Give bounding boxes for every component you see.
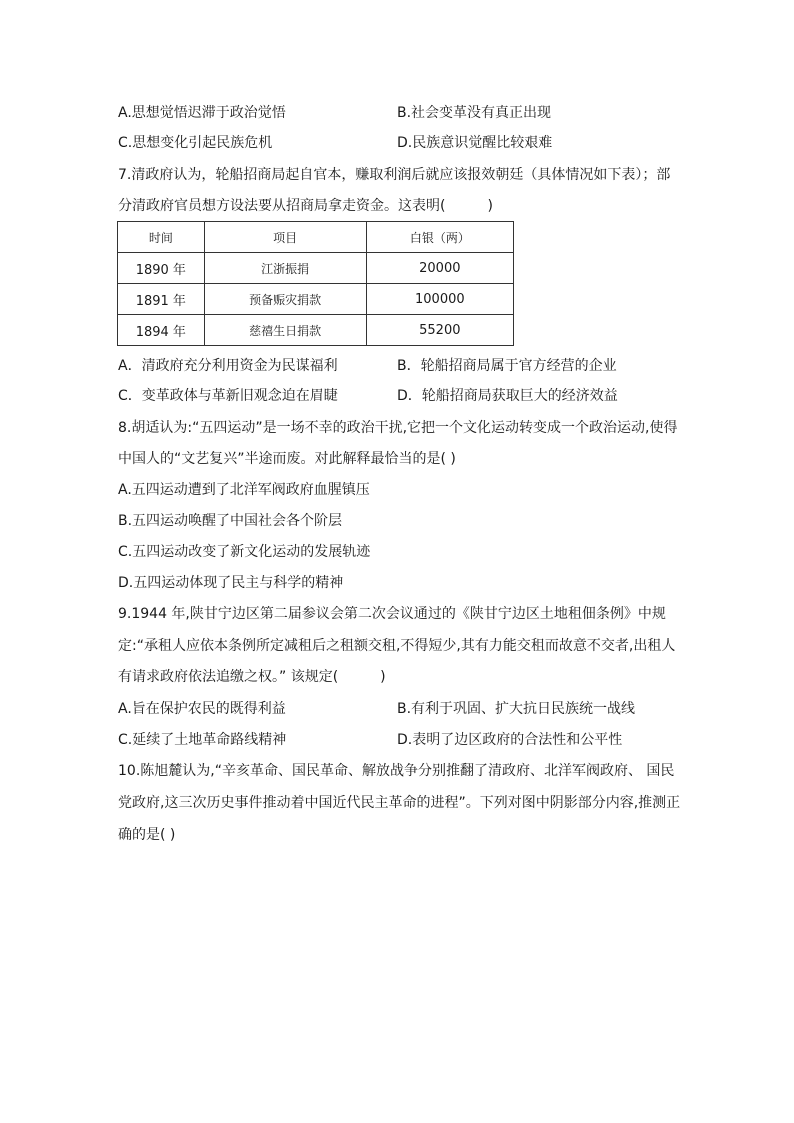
- q8-stem-line-1: 8.胡适认为:“五四运动”是一场不幸的政治干扰,它把一个文化运动转变成一个政治运动,使得: [118, 420, 678, 436]
- q7-stem-line-2: 分清政府官员想方设法要从招商局拿走资金。这表明( ): [118, 198, 493, 214]
- q7-cell-amount: 100000: [366, 284, 513, 315]
- q7-cell-amount: 20000: [366, 253, 513, 284]
- q8-option-a: A.五四运动遭到了北洋军阀政府血腥镇压: [118, 482, 370, 498]
- q6-option-b: B.社会变革没有真正出现: [397, 105, 552, 121]
- q6-option-d: D.民族意识觉醒比较艰难: [397, 135, 553, 151]
- q7-table-header-row: [118, 222, 514, 253]
- q8-option-c: C.五四运动改变了新文化运动的发展轨迹: [118, 544, 371, 560]
- q9-stem-line-1: 9.1944 年,陕甘宁边区第二届参议会第二次会议通过的《陕甘宁边区土地租佃条例》中规: [118, 606, 666, 622]
- q7-option-d: D．轮船招商局获取巨大的经济效益: [397, 388, 618, 404]
- q7-cell-amount: 55200: [366, 315, 513, 346]
- q9-option-c: C.延续了土地革命路线精神: [118, 732, 287, 748]
- q6-option-a: A.思想觉悟迟滞于政治觉悟: [118, 105, 286, 121]
- table-row: [118, 253, 514, 284]
- q7-cell-item: 慈禧生日捐款: [204, 315, 366, 346]
- q9-stem-line-3: 有请求政府依法追缴之权。” 该规定( ): [118, 669, 386, 685]
- q9-option-a: A.旨在保护农民的既得利益: [118, 701, 286, 717]
- table-row: [118, 315, 514, 346]
- q7-option-a: A．清政府充分利用资金为民谋福利: [118, 358, 338, 374]
- q9-stem-line-2: 定:“承租人应依本条例所定减租后之租额交租,不得短少,其有力能交租而故意不交者,出租人: [118, 638, 676, 654]
- q7-table: [117, 221, 514, 346]
- q7-stem-line-1: 7.清政府认为，轮船招商局起自官本，赚取利润后就应该报效朝廷（具体情况如下表）；部: [118, 167, 671, 183]
- q9-option-d: D.表明了边区政府的合法性和公平性: [397, 732, 623, 748]
- q7-option-b: B．轮船招商局属于官方经营的企业: [397, 358, 617, 374]
- q7-header-silver: 白银（两）: [366, 222, 513, 253]
- q7-header-time: 时间: [118, 222, 205, 253]
- q7-cell-year: 1894 年: [118, 315, 205, 346]
- q7-option-c: C．变革政体与革新旧观念迫在眉睫: [118, 388, 338, 404]
- q10-stem-line-2: 党政府,这三次历史事件推动着中国近代民主革命的进程”。下列对图中阴影部分内容,推测正: [118, 795, 681, 811]
- q7-header-item: 项目: [204, 222, 366, 253]
- q7-cell-year: 1890 年: [118, 253, 205, 284]
- table-row: [118, 284, 514, 315]
- q7-cell-year: 1891 年: [118, 284, 205, 315]
- q7-cell-item: 江浙振捐: [204, 253, 366, 284]
- q8-option-d: D.五四运动体现了民主与科学的精神: [118, 575, 344, 591]
- q10-stem-line-1: 10.陈旭麓认为,“辛亥革命、国民革命、解放战争分别推翻了清政府、北洋军阀政府、 国民: [118, 763, 675, 779]
- q8-stem-line-2: 中国人的“文艺复兴”半途而废。对此解释最恰当的是( ): [118, 451, 456, 467]
- q10-stem-line-3: 确的是( ): [118, 827, 176, 843]
- q6-option-c: C.思想变化引起民族危机: [118, 135, 273, 151]
- q9-option-b: B.有利于巩固、扩大抗日民族统一战线: [397, 701, 636, 717]
- q8-option-b: B.五四运动唤醒了中国社会各个阶层: [118, 513, 343, 529]
- q7-cell-item: 预备赈灾捐款: [204, 284, 366, 315]
